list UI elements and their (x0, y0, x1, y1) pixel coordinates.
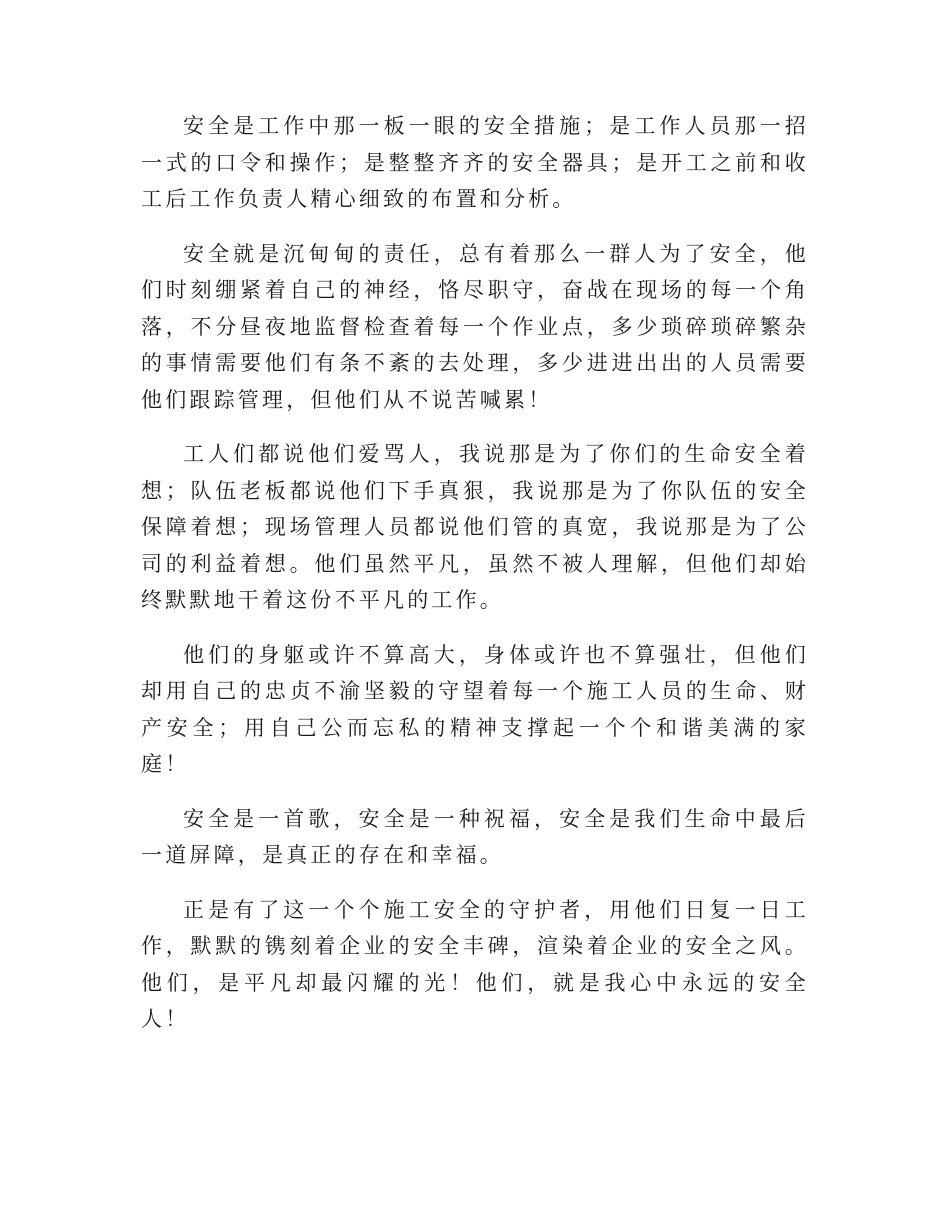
paragraph-2: 安全就是沉甸甸的责任，总有着那么一群人为了安全，他们时刻绷紧着自己的神经，恪尽职守，奋战在现场的每一个角落，不分昼夜地监督检查着每一个作业点，多少琐碎琐碎繁杂的事情需要他们有条不紊的去处理，多少进进出出的人员需要他们跟踪管理，但他们从不说苦喊累！ (141, 241, 809, 412)
paragraph-3: 工人们都说他们爱骂人，我说那是为了你们的生命安全着想；队伍老板都说他们下手真狠，我说那是为了你队伍的安全保障着想；现场管理人员都说他们管的真宽，我说那是为了公司的利益着想。他们虽然平凡，虽然不被人理解，但他们却始终默默地干着这份不平凡的工作。 (141, 442, 809, 612)
paragraph-4: 他们的身躯或许不算高大，身体或许也不算强壮，但他们却用自己的忠贞不渝坚毅的守望着每一个施工人员的生命、财产安全；用自己公而忘私的精神支撑起一个个和谐美满的家庭！ (141, 642, 809, 776)
paragraph-6: 正是有了这一个个施工安全的守护者，用他们日复一日工作，默默的镌刻着企业的安全丰碑，渲染着企业的安全之风。他们，是平凡却最闪耀的光！他们，就是我心中永远的安全人！ (141, 897, 809, 1031)
paragraph-1: 安全是工作中那一板一眼的安全措施；是工作人员那一招一式的口令和操作；是整整齐齐的安全器具；是开工之前和收工后工作负责人精心细致的布置和分析。 (141, 114, 809, 211)
paragraph-5: 安全是一首歌，安全是一种祝福，安全是我们生命中最后一道屏障，是真正的存在和幸福。 (141, 806, 809, 867)
document-body (141, 108, 809, 1056)
